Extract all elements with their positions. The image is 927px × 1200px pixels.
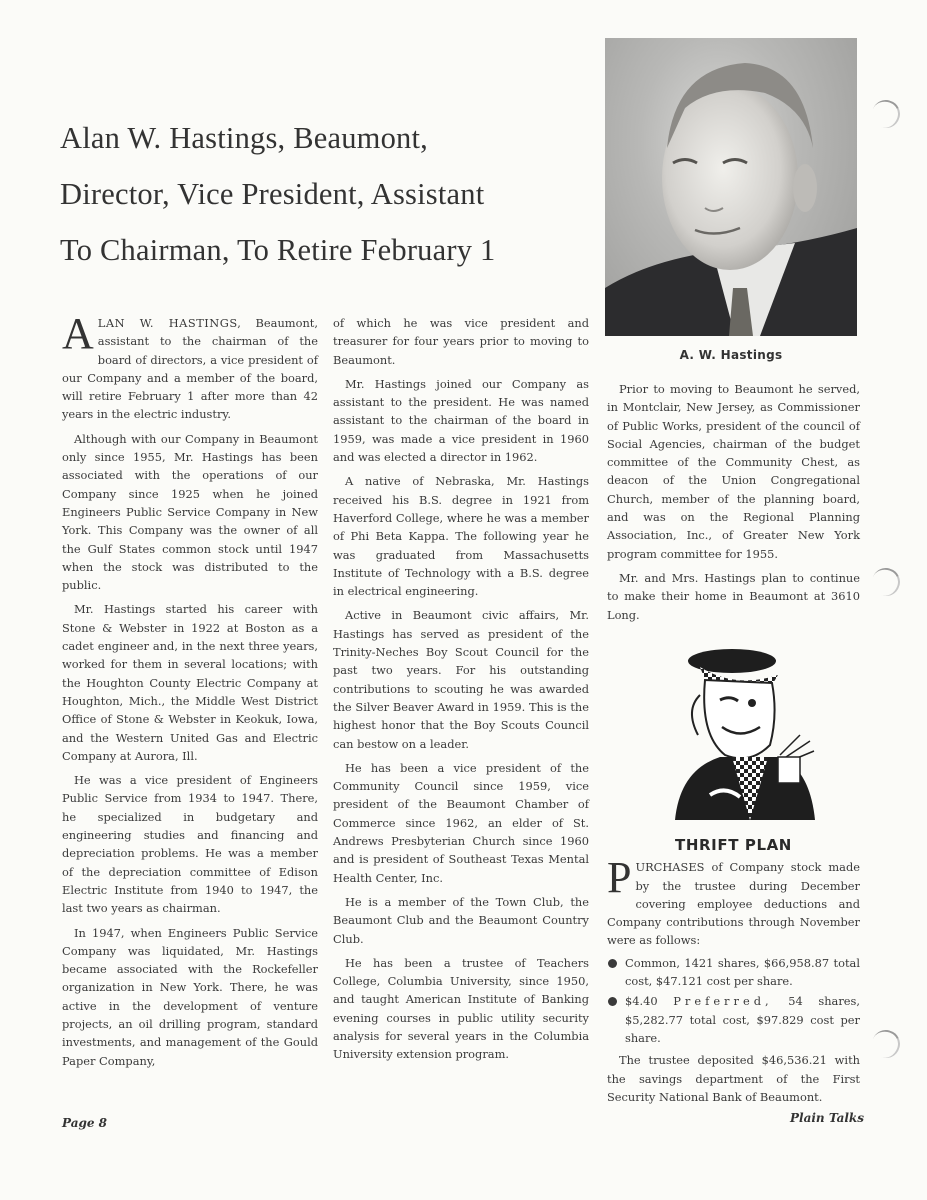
- punch-hole-mark: [868, 1026, 904, 1062]
- punch-hole-mark: [868, 96, 904, 132]
- thrift-plan-list: [607, 954, 860, 1047]
- article-paragraph: Mr. and Mrs. Hastings plan to continue to make their home in Beaumont at 3610 Long.: [607, 570, 860, 622]
- drop-cap: A: [62, 309, 94, 358]
- portrait-person-icon: [605, 38, 857, 336]
- bullet-icon: [608, 959, 617, 968]
- article-paragraph: Although with our Company in Beaumont only since 1955, Mr. Hastings has been associated with the operations of our Company since 1925 when he joined Engineers Public Service Company in New York. This Company was the owner of all the Gulf States common stock until 1947 when the stock was distributed to the public.: [62, 431, 318, 593]
- paragraph-text: of Company stock made by the trustee during December covering employee deductions and Company contributions through November were as follows:: [607, 860, 860, 948]
- article-paragraph: Prior to moving to Beaumont he served, in Montclair, New Jersey, as Commissioner of Public Works, president of the council of Social Agencies, chairman of the budget committee of the Community Chest, as deacon of the Union Congregational Church, member of the planning board, and was on the Regional Planning Association, Inc., of Greater New York program committee for 1955.: [607, 382, 860, 561]
- list-item: [625, 954, 860, 991]
- scotsman-cartoon-illustration: [660, 645, 840, 825]
- drop-cap: P: [607, 853, 632, 903]
- article-column-2: [333, 314, 589, 1070]
- list-item-text: 54 shares, $5,282.77 total cost, $97.829 cost per share.: [625, 994, 860, 1045]
- article-paragraph: He was a vice president of Engineers Public Service from 1934 to 1947. There, he specialized in budgetary and engineering studies and financing and depreciation problems. He was a member of the depreciation committee of Edison Electric Institute from 1940 to 1947, the last two years as chairman.: [62, 773, 318, 916]
- headline-line-1: Alan W. Hastings, Beaumont,: [60, 121, 428, 155]
- list-item-spaced: Preferred,: [673, 994, 773, 1009]
- scotsman-cartoon-icon: [660, 645, 840, 825]
- headline-line-2: Director, Vice President, Assistant: [60, 177, 485, 211]
- article-headline: [60, 110, 600, 278]
- article-paragraph: A native of Nebraska, Mr. Hastings received his B.S. degree in 1921 from Haverford College, where he was a member of Phi Beta Kappa. The following year he was graduated from Massachusetts Institute of Technology with a B.S. degree in electrical engineering.: [333, 474, 589, 599]
- bullet-icon: [608, 997, 617, 1006]
- article-column-3: [607, 380, 860, 630]
- thrift-plan-section: [607, 836, 860, 1110]
- lead-caps: LAN W. HASTINGS,: [97, 316, 242, 330]
- thrift-plan-closing: The trustee deposited $46,536.21 with the savings department of the First Security National Bank of Beaumont.: [607, 1053, 860, 1104]
- page-number: Page 8: [62, 1116, 108, 1130]
- list-item-text: Common, 1421 shares, $66,958.87 total cost, $47.121 cost per share.: [625, 955, 860, 989]
- article-paragraph: He is a member of the Town Club, the Beaumont Club and the Beaumont Country Club.: [333, 894, 589, 946]
- punch-hole-mark: [868, 564, 904, 600]
- article-column-1: [62, 309, 318, 1076]
- article-paragraph: In 1947, when Engineers Public Service Company was liquidated, Mr. Hastings became associated with the Rockefeller organization in New York. There, he was active in the development of venture projects, an oil drilling program, standard investments, and management of the Gould Paper Company,: [62, 925, 318, 1068]
- article-paragraph: Mr. Hastings joined our Company as assistant to the president. He was named assistant to the chairman of the board in 1959, was made a vice president in 1960 and was elected a director in 1962.: [333, 376, 589, 465]
- article-paragraph: [62, 309, 318, 424]
- article-paragraph: Mr. Hastings started his career with Stone & Webster in 1922 at Boston as a cadet engineer and, in the next three years, worked for them in several locations; with the Houghton County Electric Company at Houghton, Mich., the Middle West District Office of Stone & Webster in Keokuk, Iowa, and the Western United Gas and Electric Company at Aurora, Ill.: [62, 602, 318, 763]
- photo-caption: A. W. Hastings: [679, 348, 783, 362]
- list-item-prefix: $4.40: [625, 994, 674, 1009]
- lead-caps: URCHASES: [635, 860, 705, 875]
- thrift-plan-title: THRIFT PLAN: [675, 836, 792, 854]
- article-paragraph: He has been a vice president of the Community Council since 1959, vice president of the Beaumont Chamber of Commerce since 1962, an elder of St. Andrews Presbyterian Church since 1960 and is president of Southeast Texas Mental Health Center, Inc.: [333, 760, 589, 885]
- paragraph-text: Beaumont, assistant to the chairman of the board of directors, a vice president of our Company and a member of the board, will retire February 1 after more than 42 years in the electric industry.: [62, 316, 318, 422]
- thrift-plan-intro: [607, 853, 860, 949]
- article-paragraph: of which he was vice president and treasurer for four years prior to moving to Beaumont.: [333, 316, 589, 367]
- article-paragraph: He has been a trustee of Teachers College, Columbia University, since 1950, and taught American Institute of Banking evening courses in public utility security analysis for several years in the Columbia University extension program.: [333, 955, 589, 1062]
- article-paragraph: Active in Beaumont civic affairs, Mr. Hastings has served as president of the Trinity-Neches Boy Scout Council for the past two years. For his outstanding contributions to scouting he was awarded the Silver Beaver Award in 1959. This is the highest honor that the Boy Scouts Council can bestow on a leader.: [333, 608, 589, 751]
- portrait-photo: [605, 38, 857, 336]
- headline-line-3: To Chairman, To Retire February 1: [60, 233, 496, 267]
- publication-name: Plain Talks: [790, 1111, 865, 1125]
- list-item: [625, 992, 860, 1047]
